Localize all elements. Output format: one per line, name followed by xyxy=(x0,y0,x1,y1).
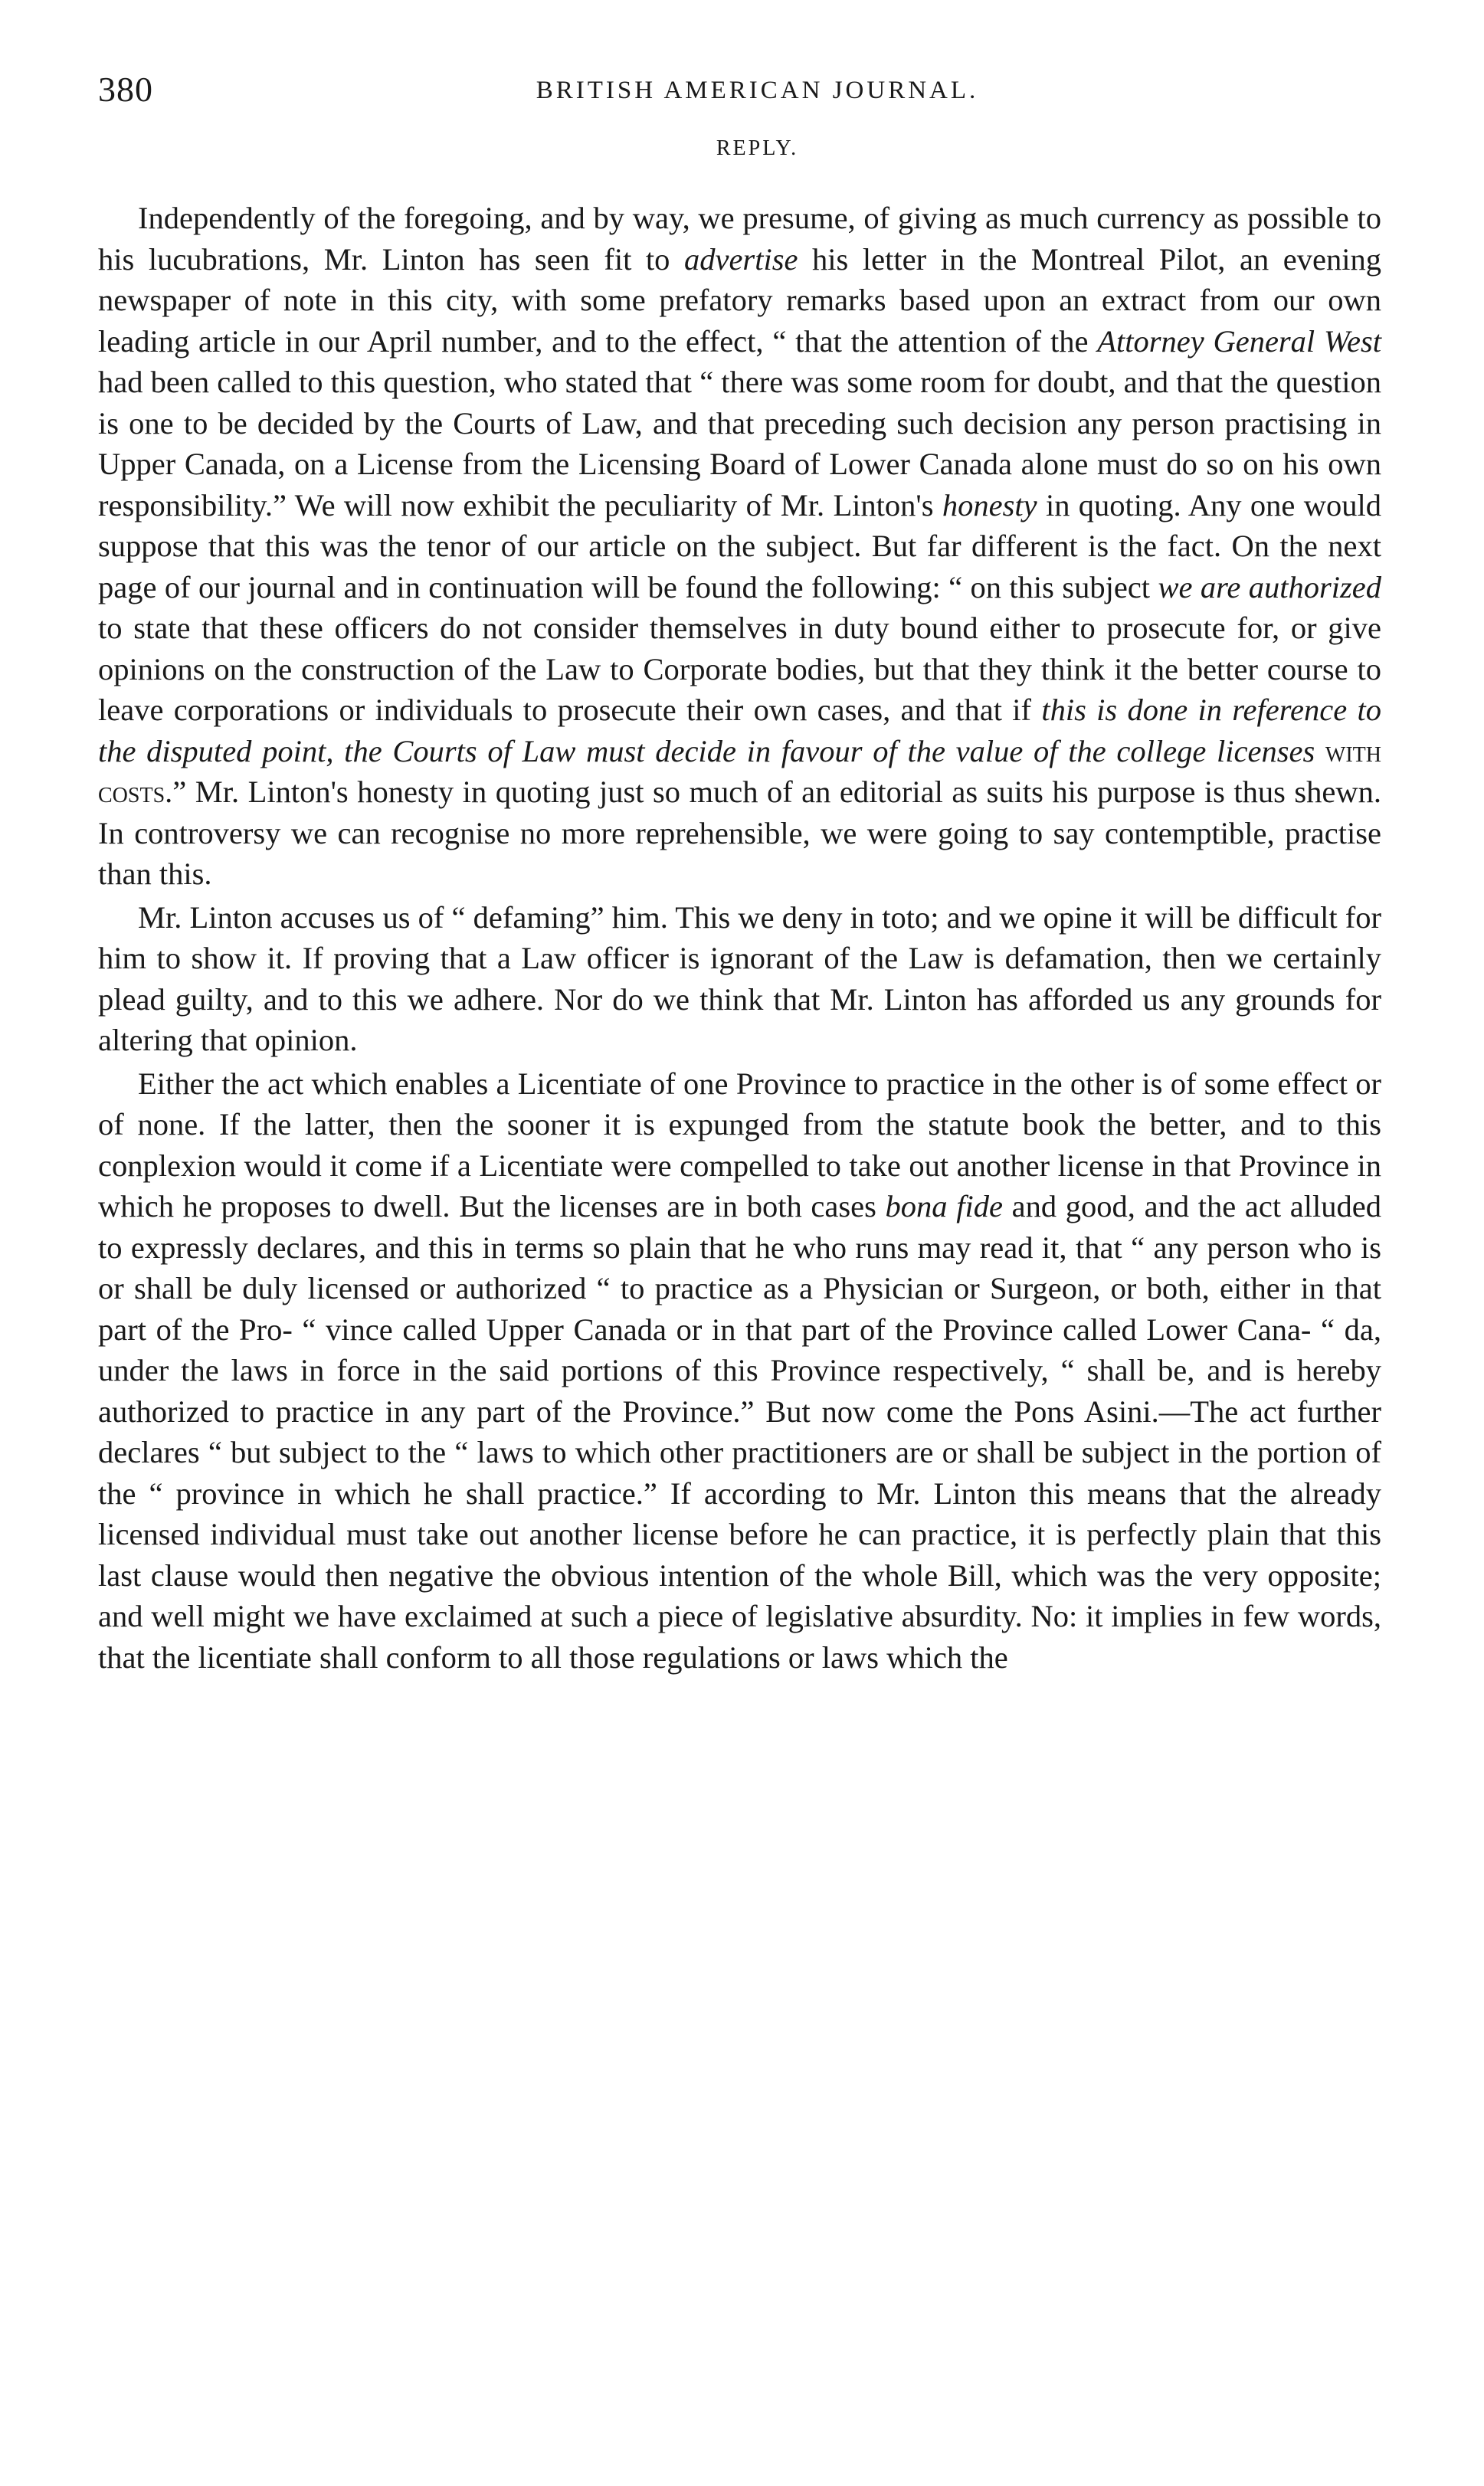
paragraph-text: and good, and the act alluded to expressly declares, and this in terms so plain that he who runs may read it, that “ any person who is or shall be duly licensed or authorized “ to practice as a Physician or Surgeon, or both, either in that part of the Pro- “ vince called Upper Canada or in that part of the Province called Lower Cana- “ da, under the laws in force in the said portions of this Province respectively, “ shall be, and is hereby authorized to practice in any part of the Province.” But now come the Pons Asini.—The act further declares “ but subject to the “ laws to which other practitioners are or shall be subject in the portion of the “ province in which he shall practice.” If according to Mr. Linton this means that the already licensed individual must take out another license before he can practice, it is perfectly plain that this last clause would then negative the obvious intention of the whole Bill, which was the very opposite; and well might we have exclaimed at such a piece of legislative absurdity. No: it implies in few words, that the licentiate shall conform to all those regulations or laws which the xyxy=(98,1189,1382,1675)
paragraph-text: Independently of the foregoing, and by way, we presume, of giving as much currency as possible to his lucubrations, Mr. Linton has seen fit to xyxy=(98,201,1381,277)
paragraph-text: .” Mr. Linton's honesty in quoting just so much of an editorial as suits his purpose is thus shewn. In controversy we can recognise no more reprehensible, we were going to say contemptible, practise than this. xyxy=(98,775,1381,891)
italic-text: this is done in reference to the disputed point, the Courts of Law must decide in favour of the value of the college licenses xyxy=(98,693,1381,768)
paragraph xyxy=(98,198,1381,895)
paragraph-text: Mr. Linton accuses us of “ defaming” him. This we deny in toto; and we opine it will be difficult for him to show it. If proving that a Law officer is ignorant of the Law is defamation, then we certainly plead guilty, and to this we adhere. Nor do we think that Mr. Linton has afforded us any grounds for altering that opinion. xyxy=(98,899,1381,1057)
article-body xyxy=(98,198,1381,1678)
page-number: 380 xyxy=(98,70,153,109)
italic-text: we are authorized xyxy=(1158,569,1381,604)
paragraph-text: Either the act which enables a Licentiate of one Province to practice in the other is of some effect or of none. If the latter, then the sooner it is expunged from the statute book the better, and to this conplexion would it come if a Licentiate were compelled to take out another license in that Province in which he proposes to dwell. But the licenses are in both cases xyxy=(98,1066,1381,1223)
italic-text: bona fide xyxy=(885,1189,1003,1223)
paragraph xyxy=(98,897,1381,1061)
italic-text: honesty xyxy=(942,487,1037,522)
smallcaps-text: with costs xyxy=(98,733,1382,809)
paragraph-text: his letter in the Montreal Pilot, an evening newspaper of note in this city, with some prefatory remarks based upon an extract from our own leading article in our April number, and to the effect, “ that the attention of the xyxy=(98,241,1381,359)
section-heading: REPLY. xyxy=(716,136,799,160)
paragraph xyxy=(98,1063,1381,1679)
paragraph-text: had been called to this question, who stated that “ there was some room for doubt, and that the question is one to be decided by the Courts of Law, and that preceding such decision any person practising in Upper Canada, on a License from the Licensing Board of Lower Canada alone must do so on his own responsibility.” We will now exhibit the peculiarity of Mr. Linton's xyxy=(98,365,1381,522)
italic-text: Attorney General West xyxy=(1097,323,1381,359)
paragraph-text: to state that these officers do not consider themselves in duty bound either to prosecute for, or give opinions on the construction of the Law to Corporate bodies, but that they think it the better course to leave corporations or individuals to prosecute their own cases, and that if xyxy=(98,611,1381,727)
running-head: BRITISH AMERICAN JOURNAL. xyxy=(536,77,979,104)
italic-text: advertise xyxy=(683,241,798,277)
paragraph-text: in quoting. Any one would suppose that this was the tenor of our article on the subject. But far different is the fact. On the next page of our journal and in continuation will be found the following: “ on this subject xyxy=(98,487,1381,604)
